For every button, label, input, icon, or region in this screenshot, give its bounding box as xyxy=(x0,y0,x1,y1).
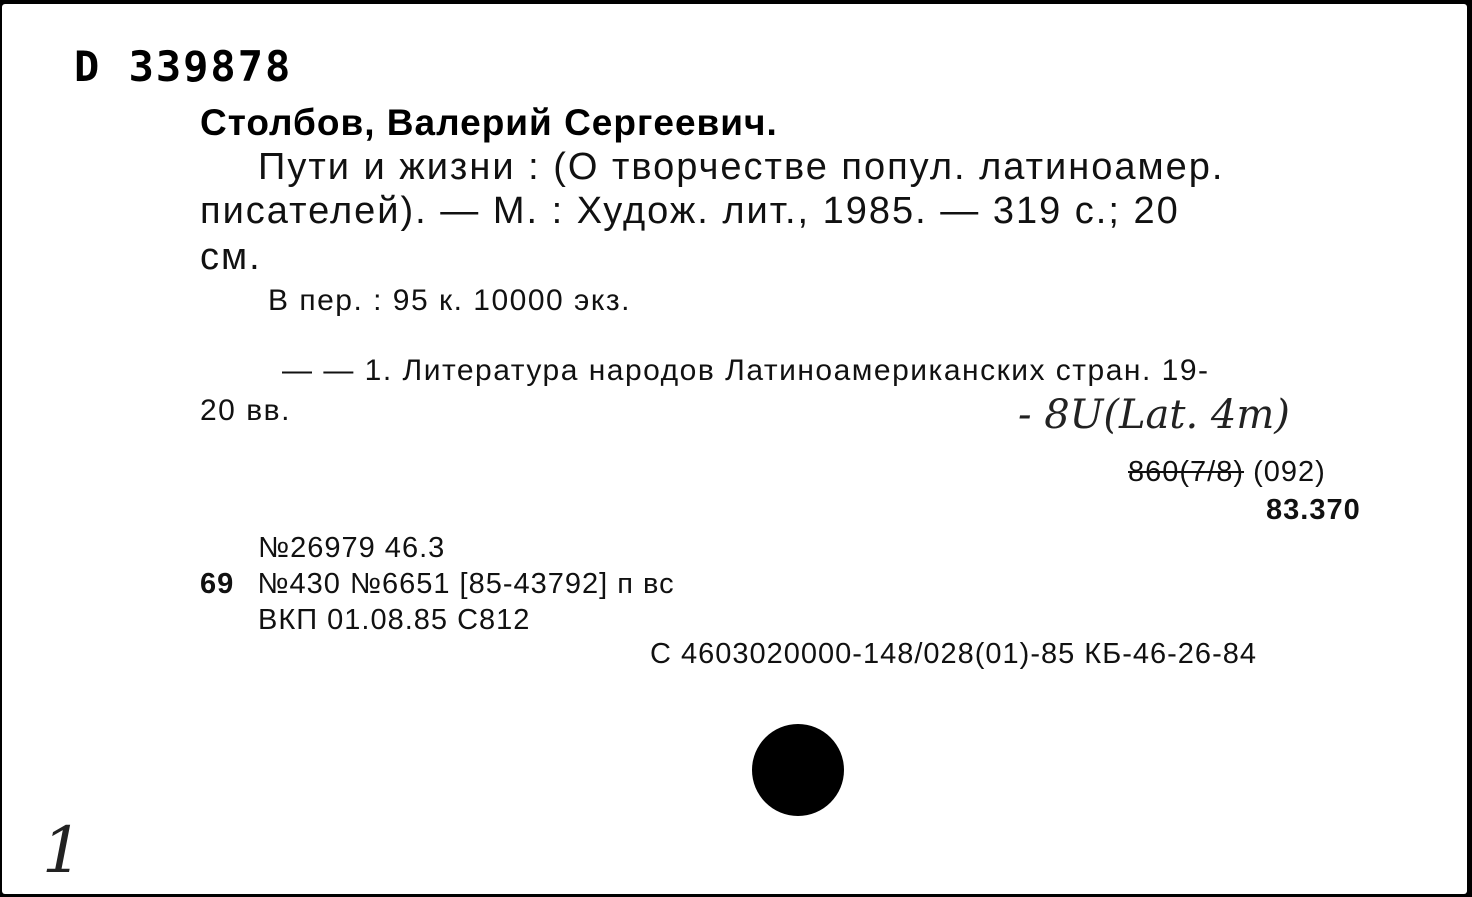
number-line-3: ВКП 01.08.85 С812 xyxy=(258,604,531,636)
udc-new: (092) xyxy=(1253,456,1326,488)
number-prefix: 69 xyxy=(200,568,235,600)
catalog-card xyxy=(2,4,1467,894)
punch-hole xyxy=(752,724,844,816)
title-line-1: Пути и жизни : (О творчестве попул. латиноамер. xyxy=(258,146,1225,188)
subject-line-1: — — 1. Литература народов Латиноамериканских стран. 19- xyxy=(282,354,1210,387)
number-line-1: №26979 46.3 xyxy=(258,532,446,564)
shelfmark: D 339878 xyxy=(74,42,293,91)
bbk-index: 83.370 xyxy=(1266,494,1361,526)
code-line: С 4603020000-148/028(01)-85 КБ-46-26-84 xyxy=(650,638,1257,670)
title-line-2: писателей). — М. : Худож. лит., 1985. — 319 с.; 20 xyxy=(200,190,1180,232)
subject-line-2: 20 вв. xyxy=(200,394,291,427)
handwritten-number: 1 xyxy=(42,814,83,888)
price-line: В пер. : 95 к. 10000 экз. xyxy=(268,284,631,317)
handwritten-note: - 8U(Lat. 4m) xyxy=(1018,392,1290,438)
title-line-3: см. xyxy=(200,236,262,278)
author-name: Столбов, Валерий Сергеевич. xyxy=(200,102,778,143)
number-line-2: №430 №6651 [85-43792] п вс xyxy=(257,568,675,600)
udc-old-struck: 860(7/8) xyxy=(1128,456,1245,488)
